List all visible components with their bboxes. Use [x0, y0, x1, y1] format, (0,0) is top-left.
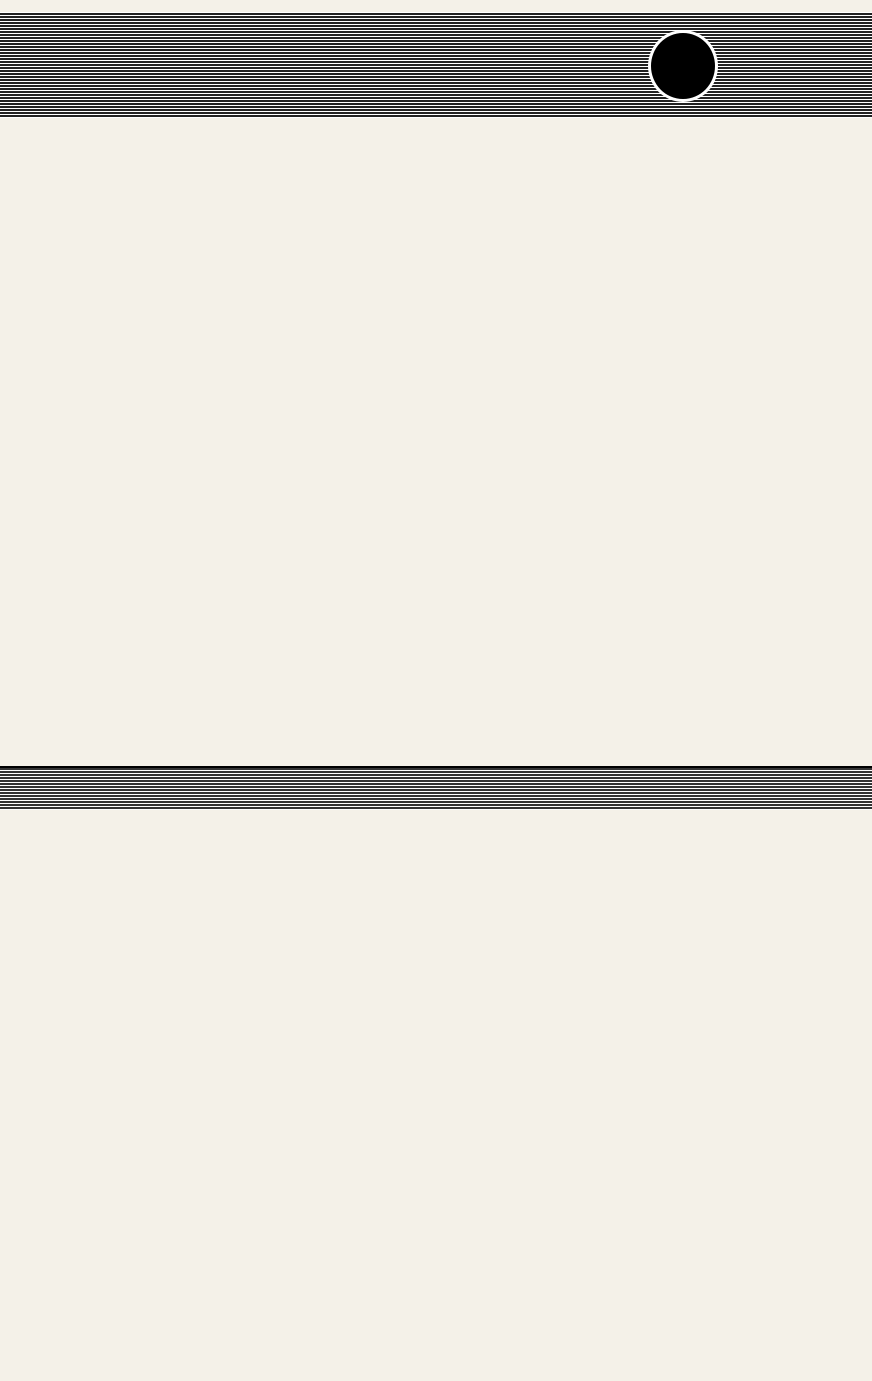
market-place-columns [0, 120, 872, 764]
dateline [0, 2, 872, 12]
market-place-banner [0, 12, 872, 118]
home-service-banner [0, 766, 872, 810]
home-service-title [60, 768, 780, 806]
market-place-title [218, 20, 658, 115]
service-guide-columns [0, 810, 872, 1381]
newspaper-logo [648, 30, 718, 102]
